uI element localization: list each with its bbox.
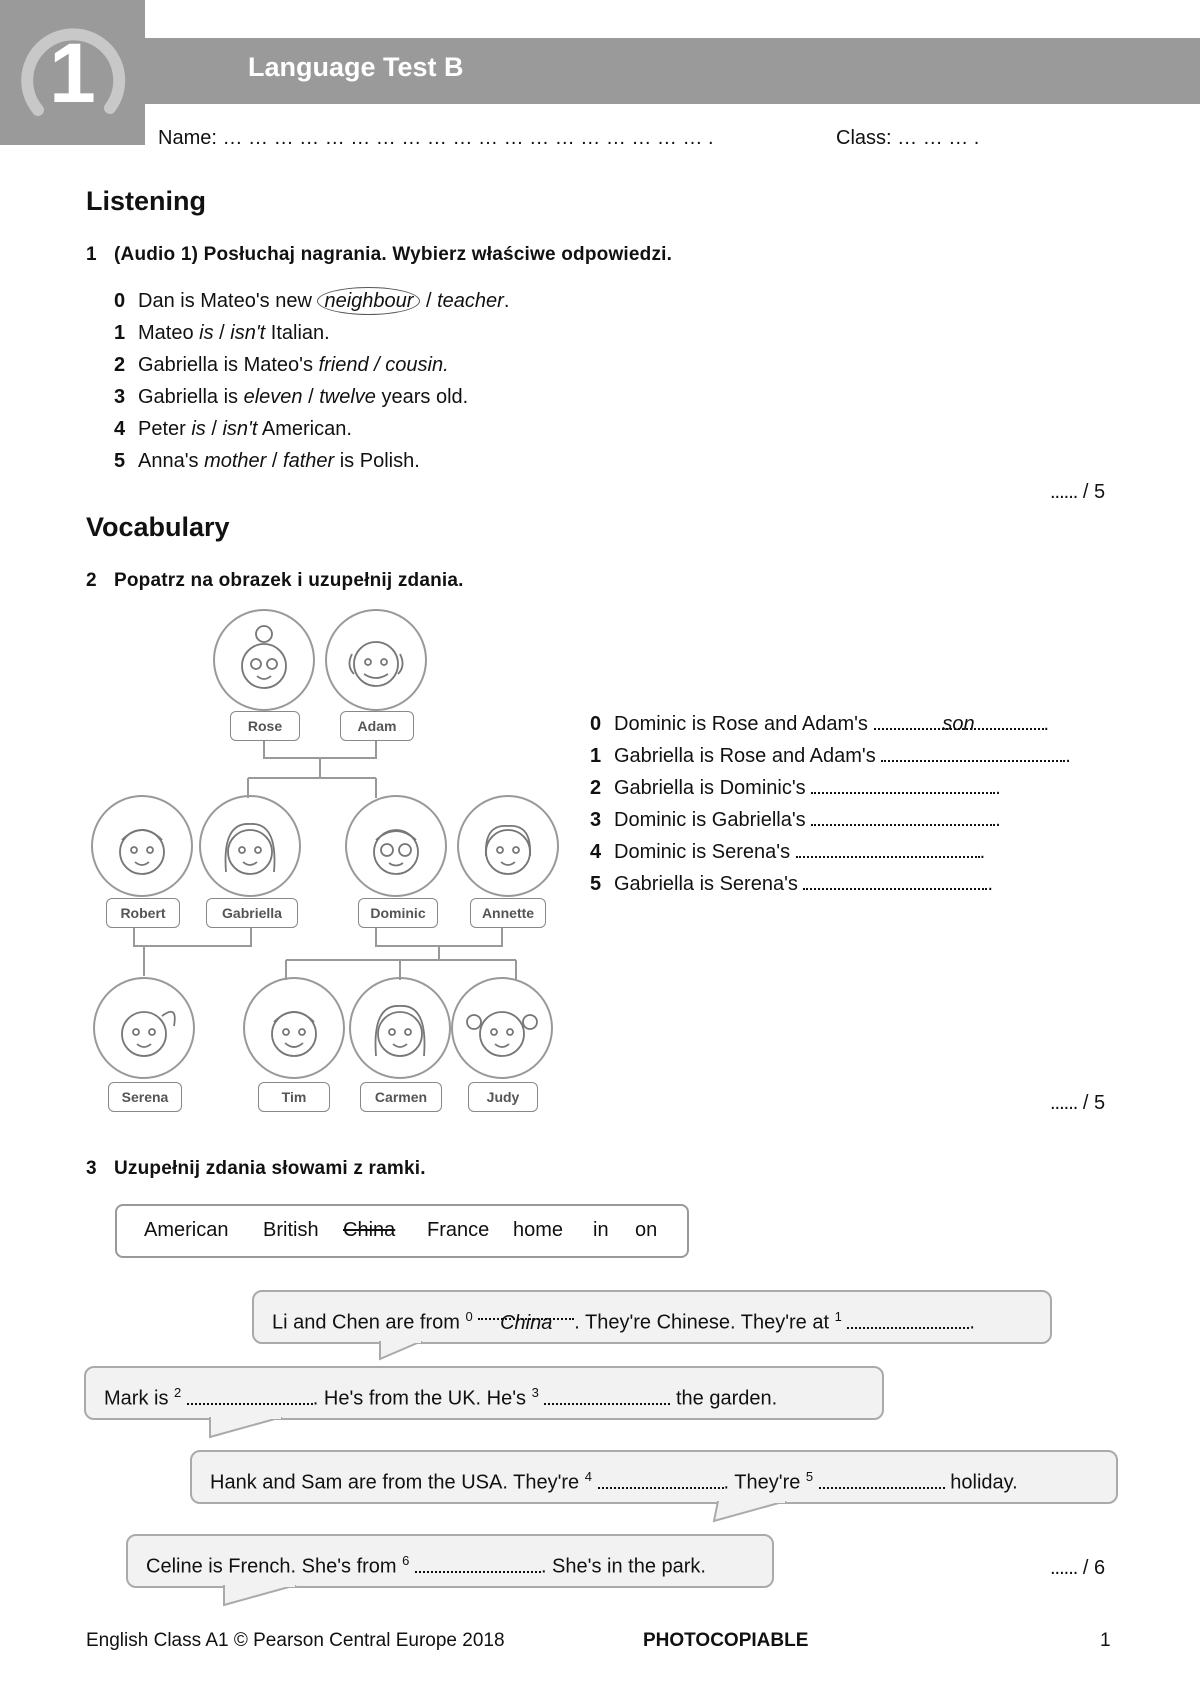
option-1[interactable]: is [191,418,206,440]
vocab-sentence [590,868,993,900]
listening-item [114,413,352,445]
class-dots: … … … . [897,127,980,149]
item-text-end: American. [257,418,352,440]
option-separator: / [213,322,231,344]
option-separator: / [368,354,386,376]
sentence-text: Gabriella is Serena's [614,873,798,895]
exercise-3-number: 3 [86,1158,97,1179]
option-1[interactable]: is [199,322,214,344]
bubble-text: . They're Chinese. They're at [574,1311,835,1334]
option-circled[interactable]: neighbour [317,287,420,315]
sentence-number: 3 [590,809,602,831]
footer-photocopiable: PHOTOCOPIABLE [643,1630,809,1651]
item-text: Anna's [138,450,205,472]
listening-item [114,285,509,317]
sentence-text: Gabriella is Rose and Adam's [614,745,876,767]
sentence-text: Dominic is Serena's [614,841,791,863]
option-separator: / [266,450,284,472]
sentence-number: 2 [590,777,602,799]
vocab-sentence [590,836,985,868]
word-france: France [427,1219,490,1241]
sentence-end: . [995,809,1001,831]
score-exercise-1[interactable] [1050,481,1105,504]
answer-blank[interactable] [811,772,995,794]
option-separator: / [302,386,320,408]
sentence-end: . [995,777,1001,799]
exercise-3-text: Uzupełnij zdania słowami z ramki. [114,1158,426,1179]
sentence-number: 4 [590,841,602,863]
sentence-number: 1 [590,745,602,767]
family-tree-drawing [86,608,576,1118]
bubble-1-tail [378,1341,428,1361]
page-title: Language Test B [248,52,464,82]
gap-number: 3 [531,1385,539,1400]
gap-3-blank[interactable] [544,1383,670,1405]
item-text-end: is Polish. [334,450,420,472]
score-blank: ...... [1050,1092,1078,1114]
name-tag-carmen: Carmen [360,1082,442,1112]
option-1[interactable]: friend [318,354,369,376]
name-label: Name: [158,127,217,149]
item-number: 3 [114,386,126,408]
name-dots: … … … … … … … … … … … … … … … … … … … . [222,127,714,149]
bubble-text: . [969,1311,975,1334]
item-number: 5 [114,450,126,472]
bubble-text: Celine is French. She's from [146,1555,403,1578]
answer-blank[interactable] [803,868,987,890]
sentence-end: . [987,873,994,895]
item-text: Mateo [138,322,200,344]
bubble-4-tail [222,1585,302,1607]
item-number: 1 [114,322,126,344]
score-exercise-2[interactable] [1050,1092,1105,1115]
exercise-2-text: Popatrz na obrazek i uzupełnij zdania. [114,570,464,591]
gap-number: 1 [834,1309,842,1324]
bubble-3-tail [712,1501,792,1523]
exercise-2-instruction [86,570,464,592]
answer-blank[interactable]: son [874,708,1044,730]
speech-bubble-1 [252,1290,1052,1344]
footer-copyright: English Class A1 © Pearson Central Europe 2018 [86,1630,505,1651]
word-box [115,1204,689,1258]
item-text: Peter [138,418,192,440]
score-total: / 5 [1082,1092,1106,1114]
exercise-1-text: (Audio 1) Posłuchaj nagrania. Wybierz właściwe odpowiedzi. [114,244,673,265]
gap-4-blank[interactable] [598,1467,724,1489]
gap-number: 5 [805,1469,814,1484]
answer-blank[interactable] [796,836,980,858]
name-tag-rose: Rose [230,711,300,741]
bubble-text: holiday. [944,1471,1018,1494]
score-exercise-3[interactable] [1050,1557,1105,1580]
answer-blank[interactable] [811,804,995,826]
speech-bubble-3 [190,1450,1118,1504]
name-tag-gabriella: Gabriella [206,898,298,928]
gap-number: 0 [465,1309,473,1324]
bubble-2-tail [208,1417,288,1439]
gap-number: 6 [402,1553,410,1568]
bubble-text: . He's from the UK. He's [312,1387,532,1410]
option-1[interactable]: eleven [243,386,303,408]
item-number: 2 [114,354,126,376]
bubble-text: Hank and Sam are from the USA. They're [210,1471,585,1494]
score-blank: ...... [1050,1557,1078,1579]
sentence-end: . [979,841,986,863]
gap-5-blank[interactable] [819,1467,945,1489]
item-text-end: . [503,290,510,312]
vocab-sentence [590,740,1071,772]
sentence-end: . [1065,745,1071,767]
exercise-3-instruction [86,1158,426,1180]
page-number: 1 [1100,1630,1111,1651]
bubble-text: . She's in the park. [540,1555,706,1578]
option-2[interactable]: isn't [230,322,266,344]
name-tag-judy: Judy [468,1082,538,1112]
word-on: on [635,1219,658,1241]
gap-6-blank[interactable] [415,1551,541,1573]
bubble-text: Li and Chen are from [272,1311,466,1334]
listening-item [114,445,420,477]
sentence-text: Gabriella is Dominic's [614,777,806,799]
item-text: Gabriella is Mateo's [138,354,319,376]
vocab-sentence [590,804,1001,836]
word-home: home [513,1219,564,1241]
listening-heading: Listening [86,186,206,216]
word-china-crossed: China [343,1219,396,1241]
option-2[interactable]: father [283,450,335,472]
bubble-text: . They're [723,1471,806,1494]
vocab-sentence [590,708,1049,740]
sentence-text: Dominic is Gabriella's [614,809,806,831]
score-total: / 6 [1082,1557,1106,1579]
sentence-number: 5 [590,873,602,895]
class-label: Class: [836,127,892,149]
word-british: British [263,1219,319,1241]
word-american: American [144,1219,229,1241]
unit-badge [0,0,145,145]
option-2[interactable]: twelve [319,386,376,408]
item-number: 0 [114,290,126,312]
name-tag-robert: Robert [106,898,180,928]
item-number: 4 [114,418,126,440]
exercise-2-number: 2 [86,570,97,591]
class-field[interactable] [836,127,979,150]
name-tag-dominic: Dominic [358,898,438,928]
exercise-1-instruction [86,244,672,266]
speech-bubble-2 [84,1366,884,1420]
option-2[interactable]: cousin. [385,354,449,376]
item-text-end: Italian. [265,322,330,344]
sentence-end: . [1043,713,1050,735]
listening-item [114,317,330,349]
option-2[interactable]: isn't [222,418,258,440]
gap-number: 2 [174,1385,182,1400]
name-tag-annette: Annette [470,898,546,928]
score-total: / 5 [1082,481,1106,503]
exercise-1-number: 1 [86,244,97,265]
vocabulary-heading: Vocabulary [86,512,230,542]
item-text: Dan is Mateo's new [138,290,318,312]
gap-2-blank[interactable] [187,1383,313,1405]
gap-0-answer[interactable]: China [478,1298,574,1320]
family-tree [86,608,576,1118]
listening-item [114,349,449,381]
option-2[interactable]: teacher [437,290,504,312]
gap-number: 4 [584,1469,592,1484]
option-1[interactable]: mother [204,450,267,472]
answer-blank[interactable] [881,740,1065,762]
item-text-end: years old. [375,386,469,408]
bubble-text: the garden. [670,1387,778,1410]
name-field[interactable] [158,127,714,150]
bubble-text: Mark is [104,1387,174,1410]
item-text: Gabriella is [138,386,244,408]
listening-item [114,381,468,413]
name-tag-serena: Serena [108,1082,182,1112]
sentence-text: Dominic is Rose and Adam's [614,713,868,735]
option-separator: / [205,418,223,440]
word-in: in [593,1219,609,1241]
unit-number: 1 [49,26,96,120]
speech-bubble-4 [126,1534,774,1588]
name-tag-tim: Tim [258,1082,330,1112]
name-tag-adam: Adam [340,711,414,741]
score-blank: ...... [1050,481,1078,503]
sentence-number: 0 [590,713,602,735]
option-separator: / [420,290,438,312]
gap-1-blank[interactable] [847,1307,969,1329]
vocab-sentence [590,772,1001,804]
